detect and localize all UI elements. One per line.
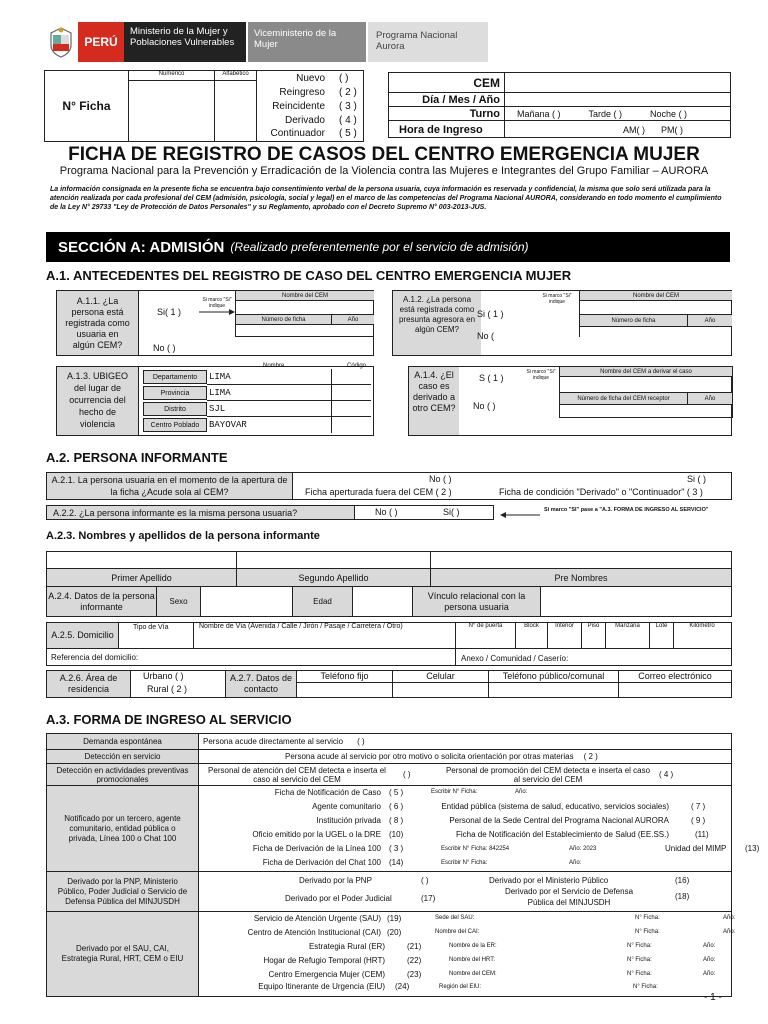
primer-apellido-label: Primer Apellido bbox=[47, 569, 237, 587]
ubigeo-row bbox=[143, 401, 373, 417]
r4-item-code2[interactable]: (13) bbox=[745, 844, 760, 853]
domicilio-numbers bbox=[455, 623, 731, 649]
r6-item bbox=[199, 914, 736, 928]
r1-desc: Persona acude directamente al servicio bbox=[203, 737, 344, 746]
r5-pj-code[interactable]: (17) bbox=[421, 894, 436, 903]
a11-cem-table bbox=[235, 291, 373, 337]
r6-item-nombre[interactable]: Nombre del CEM: bbox=[449, 971, 497, 977]
anexo-divider bbox=[455, 649, 456, 665]
a14-anio-header: Año bbox=[688, 393, 732, 405]
r6-item-desc: Centro Emergencia Mujer (CEM) bbox=[268, 970, 385, 979]
a13-box bbox=[56, 363, 374, 436]
manzana-header: Manzana bbox=[606, 623, 650, 648]
section-a-note: (Realizado preferentemente por el servicio de admisión) bbox=[230, 240, 529, 254]
r6-item-nombre[interactable]: Nombre de la ER: bbox=[449, 943, 497, 949]
r4-item-desc: Ficha de Derivación de la Línea 100 bbox=[252, 844, 381, 853]
r6-item-anio[interactable]: Año: bbox=[703, 971, 716, 977]
r2-text bbox=[199, 750, 731, 764]
r4-item-ficha[interactable]: Escribir N° Ficha: bbox=[441, 860, 488, 866]
hora-am[interactable]: AM( ) bbox=[623, 124, 645, 135]
km-header: Kilómetro bbox=[689, 623, 715, 629]
r5-defensa: Derivado por el Servicio de Defensa Pública del MINJUSDH bbox=[504, 887, 634, 907]
turno-noche[interactable]: Noche ( ) bbox=[650, 108, 688, 119]
a11-numero-ficha-header: Número de ficha bbox=[236, 315, 332, 325]
a23-table bbox=[46, 551, 732, 617]
celular-header: Celular bbox=[393, 671, 489, 683]
r4-item-desc2: Ficha de Notificación del Establecimiento de Salud (EE.SS.) bbox=[456, 830, 669, 839]
a26-a27-table bbox=[46, 670, 732, 698]
sexo-label: Sexo bbox=[157, 587, 201, 616]
r4-item-desc2: Personal de la Sede Central del Programa Nacional AURORA bbox=[449, 816, 669, 825]
segundo-apellido-field[interactable] bbox=[237, 552, 431, 569]
a22-no[interactable]: No ( ) bbox=[375, 507, 398, 517]
a12-cem-table bbox=[579, 291, 731, 337]
ubigeo-value[interactable]: SJL bbox=[207, 401, 331, 417]
hora-options bbox=[505, 121, 731, 138]
tipo-label: Nuevo bbox=[296, 72, 325, 84]
a12-question: A.1.2. ¿La persona está registrada como presunta agresora en algún CEM? bbox=[393, 291, 481, 355]
a11-si-arrow-icon bbox=[199, 297, 235, 317]
r6-item-code[interactable]: (20) bbox=[387, 928, 402, 937]
r4-item-code[interactable]: ( 8 ) bbox=[389, 816, 404, 825]
tipo-reincidente[interactable] bbox=[259, 99, 363, 113]
prenombres-field[interactable] bbox=[431, 552, 731, 569]
a11-question: A.1.1. ¿La persona está registrada como usuaria en algún CEM? bbox=[57, 291, 139, 355]
turno-label: Turno bbox=[389, 107, 505, 121]
block-header: Block bbox=[516, 623, 548, 648]
a12-box bbox=[392, 290, 732, 356]
r6-item bbox=[199, 982, 731, 996]
r6-item-ficha[interactable]: N° Ficha: bbox=[635, 915, 660, 921]
ficha-types bbox=[259, 71, 363, 139]
r6-item-code[interactable]: (22) bbox=[407, 956, 422, 965]
r1-text bbox=[199, 734, 731, 750]
ubigeo-label: Centro Poblado bbox=[143, 418, 207, 432]
numerico-label: Numérico bbox=[129, 71, 215, 81]
section-a-title: SECCIÓN A: ADMISIÓN bbox=[58, 238, 225, 256]
ubigeo-code[interactable] bbox=[331, 385, 371, 401]
r1-code[interactable]: ( ) bbox=[357, 737, 365, 746]
a14-cem-table bbox=[559, 366, 733, 418]
a12-nombre-cem-header: Nombre del CEM bbox=[580, 291, 732, 301]
ficha-box bbox=[44, 70, 364, 142]
r4-item-anio[interactable]: Año: bbox=[569, 860, 582, 866]
ubigeo-code[interactable] bbox=[331, 417, 371, 433]
a27-label: A.2.7. Datos de contacto bbox=[225, 671, 297, 697]
r6-item-ficha[interactable]: N° Ficha: bbox=[635, 929, 660, 935]
lote-header: Lote bbox=[650, 623, 674, 648]
r4-item bbox=[199, 830, 731, 844]
r6-items bbox=[199, 912, 736, 996]
r4-item bbox=[199, 802, 731, 816]
r5-pj: Derivado por el Poder Judicial bbox=[285, 894, 392, 903]
r4-label: Notificado por un tercero, agente comunitario, entidad pública o privada, Línea 100 o Chat 100 bbox=[47, 786, 199, 872]
tipo-label: Derivado bbox=[284, 114, 325, 126]
tipo-label: Reincidente bbox=[272, 100, 325, 112]
r6-item-desc: Servicio de Atención Urgente (SAU) bbox=[253, 914, 381, 923]
hora-label: Hora de Ingreso bbox=[389, 121, 505, 138]
urbano-option[interactable]: Urbano ( ) bbox=[143, 671, 184, 681]
a22-note: Si marco "SI" pase a "A.3. FORMA DE INGRESO AL SERVICIO" bbox=[544, 507, 709, 513]
r3-text bbox=[199, 764, 731, 786]
alfabetico-field[interactable] bbox=[215, 81, 257, 141]
program-label: Programa Nacional Aurora bbox=[368, 22, 488, 62]
r4-item bbox=[199, 858, 731, 872]
hora-pm[interactable]: PM( ) bbox=[661, 124, 683, 135]
ficha-label: N° Ficha bbox=[45, 71, 129, 141]
cem-box bbox=[388, 72, 731, 138]
a13-question: A.1.3. UBIGEO del lugar de ocurrencia del hecho de violencia bbox=[57, 367, 139, 435]
r2-desc: Persona acude al servicio por otro motivo o solicita orientación por otras materias bbox=[285, 752, 574, 761]
a11-anio-header: Año bbox=[332, 315, 374, 325]
tipo-code: ( 5 ) bbox=[339, 127, 357, 139]
r4-item-anio[interactable]: Año: 2023 bbox=[569, 846, 597, 852]
r4-item-desc2: Unidad del MIMP bbox=[665, 844, 727, 853]
r3-desc1: Personal de atención del CEM detecta e inserta el caso al servicio del CEM bbox=[208, 766, 386, 784]
segundo-apellido-label: Segundo Apellido bbox=[237, 569, 431, 587]
tipo-nuevo[interactable] bbox=[259, 71, 363, 85]
ubigeo-value[interactable]: BAYOVAR bbox=[209, 420, 247, 430]
r4-item-code[interactable]: (10) bbox=[389, 830, 404, 839]
a12-numero-ficha-header: Número de ficha bbox=[580, 315, 688, 327]
a11-nombre-cem-header: Nombre del CEM bbox=[236, 291, 374, 301]
r6-item-ficha[interactable]: N° Ficha: bbox=[627, 957, 652, 963]
r4-item-code[interactable]: ( 5 ) bbox=[389, 788, 404, 797]
turno-tarde[interactable]: Tarde ( ) bbox=[588, 108, 623, 119]
r5-items bbox=[199, 872, 731, 912]
a21-condicion[interactable]: Ficha de condición "Derivado" o "Continuador" ( 3 ) bbox=[499, 487, 703, 497]
fecha-label: Día / Mes / Año bbox=[389, 93, 505, 107]
r6-item-desc: Equipo Itinerante de Urgencia (EIU) bbox=[258, 982, 385, 991]
ubigeo-value[interactable]: LIMA bbox=[207, 385, 331, 401]
a14-numero-ficha-header: Número de ficha del CEM receptor bbox=[560, 393, 688, 405]
tipo-code: ( ) bbox=[339, 72, 349, 84]
r3-label: Detección en actividades preventivas promocionales bbox=[47, 764, 199, 786]
r3-code1[interactable]: ( ) bbox=[403, 770, 411, 779]
r5-pnp-code[interactable]: ( ) bbox=[421, 876, 429, 885]
r6-label: Derivado por el SAU, CAI, Estrategia Rural, HRT, CEM o EIU bbox=[47, 912, 199, 996]
r1-label: Demanda espontánea bbox=[47, 734, 199, 750]
r6-item-code[interactable]: (23) bbox=[407, 970, 422, 979]
a14-nombre-cem-header: Nombre del CEM a derivar el caso bbox=[560, 367, 732, 377]
celular-field[interactable] bbox=[393, 683, 489, 697]
a21-row bbox=[46, 472, 732, 500]
a12-si-arrow-icon bbox=[537, 293, 577, 313]
vinculo-label: Vínculo relacional con la persona usuaria bbox=[413, 587, 541, 616]
tipo-label: Continuador bbox=[270, 127, 325, 139]
a21-si[interactable]: Si ( ) bbox=[687, 474, 706, 484]
tipo-reingreso[interactable] bbox=[259, 85, 363, 99]
ministry-label: Ministerio de la Mujer y Poblaciones Vulnerables bbox=[124, 22, 246, 62]
a21-no[interactable]: No ( ) bbox=[429, 474, 452, 484]
page-subtitle: Programa Nacional para la Prevención y Erradicación de la Violencia contra las Mujeres e Integrantes del Grupo Familiar – AURORA bbox=[59, 165, 709, 177]
r6-item-desc: Estrategia Rural (ER) bbox=[308, 942, 385, 951]
ubigeo-row bbox=[143, 385, 373, 401]
a23-title: A.2.3. Nombres y apellidos de la persona informante bbox=[46, 530, 320, 542]
r5-label: Derivado por la PNP, Ministerio Público, Poder Judicial o Servicio de Defensa Pública del MINJUSDH bbox=[47, 872, 199, 912]
a22-question: A.2.2. ¿La persona informante es la misma persona usuaria? bbox=[47, 506, 355, 519]
a13-ubigeo-rows bbox=[143, 369, 373, 433]
ubigeo-row bbox=[143, 369, 373, 385]
a12-anio-header: Año bbox=[688, 315, 732, 327]
a24-label: A.2.4. Datos de la persona informante bbox=[47, 587, 157, 616]
a22-arrow-icon bbox=[500, 506, 540, 524]
r4-item-code[interactable]: ( 3 ) bbox=[389, 844, 404, 853]
tipo-code: ( 2 ) bbox=[339, 86, 357, 98]
r6-item-nombre[interactable]: Nombre del CAI: bbox=[435, 929, 480, 935]
prenombres-label: Pre Nombres bbox=[431, 569, 731, 587]
r4-item-code2[interactable]: ( 7 ) bbox=[691, 802, 706, 811]
si-marco-note: Si marco "Si" indique bbox=[526, 369, 556, 381]
a22-row bbox=[46, 505, 494, 520]
a21-question: A.2.1. La persona usuaria en el momento de la apertura de la ficha ¿Acude sola al CEM? bbox=[47, 473, 293, 499]
a2-title: A.2. PERSONA INFORMANTE bbox=[46, 450, 228, 465]
alfabetico-label: Alfabético bbox=[215, 71, 257, 81]
anexo-label[interactable]: Anexo / Comunidad / Caserío: bbox=[461, 654, 569, 663]
r4-item-desc: Agente comunitario bbox=[312, 802, 381, 811]
vice-label: Viceministerio de la Mujer bbox=[248, 22, 366, 62]
a12-nombre-cem-field[interactable] bbox=[580, 301, 732, 315]
r5-mp: Derivado por el Ministerio Público bbox=[489, 876, 609, 885]
r6-item-ficha[interactable]: N° Ficha: bbox=[627, 943, 652, 949]
r6-item-desc: Hogar de Refugio Temporal (HRT) bbox=[263, 956, 385, 965]
puerta-header: N° de puerta bbox=[456, 623, 516, 648]
r6-item-code[interactable]: (21) bbox=[407, 942, 422, 951]
a3-title: A.3. FORMA DE INGRESO AL SERVICIO bbox=[46, 712, 292, 727]
r5-mp-code[interactable]: (16) bbox=[675, 876, 690, 885]
page-title: FICHA DE REGISTRO DE CASOS DEL CENTRO EMERGENCIA MUJER bbox=[68, 144, 700, 165]
r4-item-ficha[interactable]: Escribir N° Ficha: 842254 bbox=[441, 846, 510, 852]
tipo-label: Reingreso bbox=[279, 86, 325, 98]
ubigeo-row bbox=[143, 417, 373, 433]
r6-item bbox=[199, 942, 731, 956]
r4-item-code2[interactable]: (11) bbox=[695, 830, 709, 839]
r6-item-code[interactable]: (19) bbox=[387, 914, 402, 923]
vinculo-field[interactable] bbox=[541, 587, 731, 616]
via-bottom bbox=[119, 648, 455, 649]
r4-item-code2[interactable]: ( 9 ) bbox=[691, 816, 706, 825]
r2-code[interactable]: ( 2 ) bbox=[583, 752, 598, 761]
rural-option[interactable]: Rural ( 2 ) bbox=[147, 684, 188, 694]
ubigeo-code[interactable] bbox=[331, 401, 371, 417]
ubigeo-label: Departamento bbox=[143, 370, 207, 384]
r4-item-ficha[interactable]: Escribir N° Ficha: bbox=[431, 789, 478, 795]
tipo-code: ( 3 ) bbox=[339, 100, 357, 112]
numerico-field[interactable] bbox=[129, 81, 215, 141]
via-divider bbox=[193, 623, 194, 649]
a14-no[interactable]: No ( ) bbox=[473, 401, 496, 411]
r6-item-anio[interactable]: Año: bbox=[703, 943, 716, 949]
r6-item-ficha[interactable]: N° Ficha: bbox=[627, 971, 652, 977]
correo-header: Correo electrónico bbox=[619, 671, 731, 683]
fecha-field[interactable] bbox=[505, 93, 731, 107]
ubigeo-value[interactable]: LIMA bbox=[207, 369, 331, 385]
interior-header: Interior bbox=[548, 623, 582, 648]
r5-defensa-code[interactable]: (18) bbox=[675, 892, 690, 901]
peru-coat-of-arms-icon bbox=[44, 22, 78, 62]
ubigeo-label: Provincia bbox=[143, 386, 207, 400]
r6-item-anio[interactable]: Año: bbox=[703, 957, 716, 963]
a12-no[interactable]: No ( bbox=[477, 331, 495, 341]
primer-apellido-field[interactable] bbox=[47, 552, 237, 569]
tel-publico-header: Teléfono público/comunal bbox=[489, 671, 619, 683]
a14-nombre-cem-field[interactable] bbox=[560, 377, 732, 393]
r3-code2[interactable]: ( 4 ) bbox=[659, 770, 674, 779]
a14-box bbox=[408, 366, 732, 436]
r4-item-desc: Ficha de Notificación de Caso bbox=[274, 788, 381, 797]
r6-item-code[interactable]: (24) bbox=[395, 982, 410, 991]
header-logos bbox=[44, 22, 494, 62]
a11-si[interactable]: Si( 1 ) bbox=[157, 307, 182, 317]
si-marco-note: Si marco "Si" indique bbox=[202, 297, 232, 309]
nombre-via-header: Nombre de Vía (Avenida / Calle / Jirón / Pasaje / Carretera / Otro) bbox=[199, 623, 403, 630]
a1-title: A.1. ANTECEDENTES DEL REGISTRO DE CASO DEL CENTRO EMERGENCIA MUJER bbox=[46, 268, 572, 283]
a25-label: A.2.5. Domicilio bbox=[47, 623, 119, 649]
r2-label: Detección en servicio bbox=[47, 750, 199, 764]
sexo-field[interactable] bbox=[201, 587, 293, 616]
tipo-code: ( 4 ) bbox=[339, 114, 357, 126]
r6-item-nombre[interactable]: Nombre del HRT: bbox=[449, 957, 495, 963]
referencia-label[interactable]: Referencia del domicilio: bbox=[51, 653, 139, 662]
r6-item bbox=[199, 956, 731, 970]
page-number: - 1 - bbox=[704, 992, 722, 1003]
ubigeo-code[interactable] bbox=[331, 369, 371, 385]
cem-label: CEM bbox=[389, 73, 505, 93]
r6-item-nombre[interactable]: Sede del SAU: bbox=[435, 915, 475, 921]
tipo-via-header: Tipo de Vía bbox=[133, 624, 169, 631]
a11-box bbox=[56, 290, 374, 356]
tipo-continuador[interactable] bbox=[259, 127, 363, 139]
cem-field[interactable] bbox=[505, 73, 731, 93]
a26-label: A.2.6. Área de residencia bbox=[47, 671, 131, 697]
tel-fijo-field[interactable] bbox=[297, 683, 393, 697]
r4-item-desc2: Entidad pública (sistema de salud, educativo, servicios sociales) bbox=[441, 802, 669, 811]
peru-label: PERÚ bbox=[78, 22, 124, 62]
a11-nombre-cem-field[interactable] bbox=[236, 301, 374, 315]
tel-fijo-header: Teléfono fijo bbox=[297, 671, 393, 683]
turno-options bbox=[505, 107, 731, 121]
r4-item-anio[interactable]: Año: bbox=[515, 789, 528, 795]
turno-manana[interactable]: Mañana ( ) bbox=[517, 108, 561, 119]
a12-si[interactable]: Si ( 1 ) bbox=[477, 309, 504, 319]
r5-pnp: Derivado por la PNP bbox=[299, 876, 372, 885]
tel-publico-field[interactable] bbox=[489, 683, 619, 697]
r4-item bbox=[199, 844, 760, 858]
a3-table bbox=[46, 733, 760, 997]
a25-table bbox=[46, 622, 732, 666]
a21-fuera[interactable]: Ficha aperturada fuera del CEM ( 2 ) bbox=[305, 487, 452, 497]
si-marco-note: Si marco "Si" indique bbox=[542, 293, 572, 305]
r4-item-code[interactable]: ( 6 ) bbox=[389, 802, 404, 811]
a13-codigo-header: Código bbox=[347, 363, 367, 369]
piso-header: Piso bbox=[582, 623, 606, 648]
r4-item-code[interactable]: (14) bbox=[389, 858, 404, 867]
correo-field[interactable] bbox=[619, 683, 731, 697]
r6-item-desc: Centro de Atención Institucional (CAI) bbox=[247, 928, 381, 937]
r6-item-anio[interactable]: Año: bbox=[723, 929, 736, 935]
disclaimer: La información consignada en la presente ficha se encuentra bajo consentimiento verbal de la persona usuaria, cuya información es reservada y confidencial, la misma que solo será utilizada para la atención realizada por cada profesional del CEM (admisión, psicología, social y legal) en el marco de las competencias del Programa Nacional AURORA, considerando en todo momento el cumplimiento de la Ley N° 29733 "Ley de Protección de Datos Personales" y su Reglamento, aprobado con el Decreto Supremo N° 003-2013-JUS. bbox=[50, 186, 722, 211]
r6-item bbox=[199, 928, 736, 942]
r4-item-desc: Institución privada bbox=[316, 816, 381, 825]
section-a-bar bbox=[46, 232, 730, 262]
edad-label: Edad bbox=[293, 587, 353, 616]
r4-item-desc: Ficha de Derivación del Chat 100 bbox=[262, 858, 381, 867]
r4-item bbox=[199, 788, 731, 802]
r4-item bbox=[199, 816, 731, 830]
r4-items bbox=[199, 786, 760, 872]
r6-item-nombre[interactable]: Región del EIU: bbox=[439, 984, 482, 990]
tipo-derivado[interactable] bbox=[259, 113, 363, 127]
a14-si[interactable]: S ( 1 ) bbox=[479, 373, 504, 383]
a13-nombre-header: Nombre bbox=[263, 363, 285, 369]
r4-item-desc: Oficio emitido por la UGEL o la DRE bbox=[252, 830, 381, 839]
a11-no[interactable]: No ( ) bbox=[153, 343, 176, 353]
a14-question: A.1.4. ¿El caso es derivado a otro CEM? bbox=[409, 367, 459, 435]
r6-item-anio[interactable]: Año: bbox=[723, 915, 736, 921]
r3-desc2: Personal de promoción del CEM detecta e inserta el caso al servicio del CEM bbox=[445, 766, 651, 784]
a14-si-arrow-icon bbox=[523, 369, 559, 391]
a22-si[interactable]: Si( ) bbox=[443, 507, 460, 517]
edad-field[interactable] bbox=[353, 587, 413, 616]
r6-item-ficha[interactable]: N° Ficha: bbox=[633, 984, 658, 990]
ubigeo-label: Distrito bbox=[143, 402, 207, 416]
